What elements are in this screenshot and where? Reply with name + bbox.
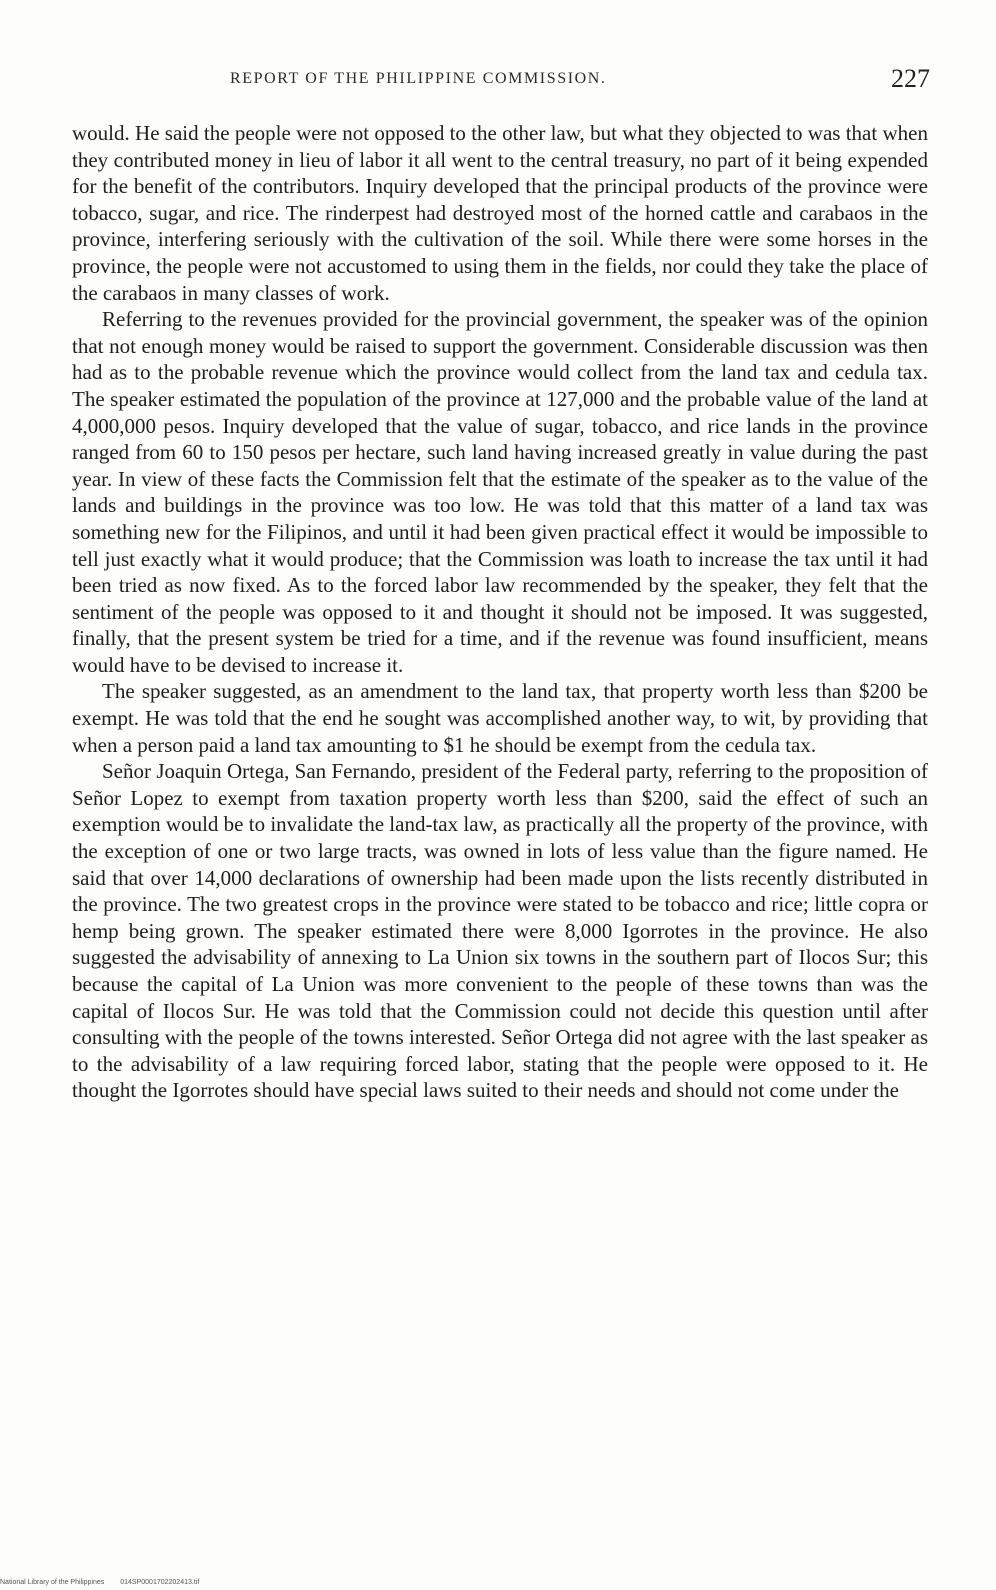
body-text <box>72 120 928 1104</box>
running-title: REPORT OF THE PHILIPPINE COMMISSION. <box>230 70 607 87</box>
paragraph-4: Señor Joaquin Ortega, San Fernando, president of the Federal party, referring to the proposition of Señor Lopez to exempt from taxation property worth less than $200, said the effect of such an exemption would be to invalidate the land-tax law, as practically all the property of the province, with the exception of one or two large tracts, was owned in lots of less value than the figure named. He said that over 14,000 declarations of ownership had been made upon the lists recently distributed in the province. The two greatest crops in the province were stated to be tobacco and rice; little copra or hemp being grown. The speaker estimated there were 8,000 Igorrotes in the province. He also suggested the advisability of annexing to La Union six towns in the southern part of Ilocos Sur; this because the capital of La Union was more convenient to the people of these towns than was the capital of Ilocos Sur. He was told that the Commission could not decide this question until after consulting with the people of the towns interested. Señor Ortega did not agree with the last speaker as to the advisability of a law requiring forced labor, stating that the people were opposed to it. He thought the Igorrotes should have special laws suited to their needs and should not come under the <box>72 759 928 1103</box>
footer-library: National Library of the Philippines <box>0 1579 105 1586</box>
paragraph-1: would. He said the people were not opposed to the other law, but what they objected to was that when they contributed money in lieu of labor it all went to the central treasury, no part of it being expended for the benefit of the contributors. Inquiry developed that the principal products of the province were tobacco, sugar, and rice. The rinderpest had destroyed most of the horned cattle and carabaos in the province, interfering seriously with the cultivation of the soil. While there were some horses in the province, the people were not accustomed to using them in the fields, nor could they take the place of the carabaos in many classes of work. <box>72 121 928 305</box>
running-header <box>70 64 930 94</box>
page-number: 227 <box>891 64 930 93</box>
scan-footer <box>0 1579 400 1586</box>
paragraph-3: The speaker suggested, as an amendment to the land tax, that property worth less than $200 be exempt. He was told that the end he sought was accomplished another way, to wit, by providing that when a person paid a land tax amounting to $1 he should be exempt from the cedula tax. <box>72 679 928 757</box>
paragraph-2: Referring to the revenues provided for the provincial government, the speaker was of the opinion that not enough money would be raised to support the government. Considerable discussion was then had as to the probable revenue which the province would collect from the land tax and cedula tax. The speaker estimated the population of the province at 127,000 and the probable value of the land at 4,000,000 pesos. Inquiry developed that the value of sugar, tobacco, and rice lands in the province ranged from 60 to 150 pesos per hectare, such land having increased greatly in value during the past year. In view of these facts the Commission felt that the estimate of the speaker as to the value of the lands and buildings in the province was too low. He was told that this matter of a land tax was something new for the Filipinos, and until it had been given practical effect it would be impossible to tell just exactly what it would produce; that the Commission was loath to increase the tax until it had been tried as now fixed. As to the forced labor law recommended by the speaker, they felt that the sentiment of the people was opposed to it and thought it should not be imposed. It was suggested, finally, that the present system be tried for a time, and if the revenue was found insufficient, means would have to be devised to increase it. <box>72 307 928 677</box>
footer-identifier: 014SP0001702202413.tif <box>120 1579 200 1586</box>
